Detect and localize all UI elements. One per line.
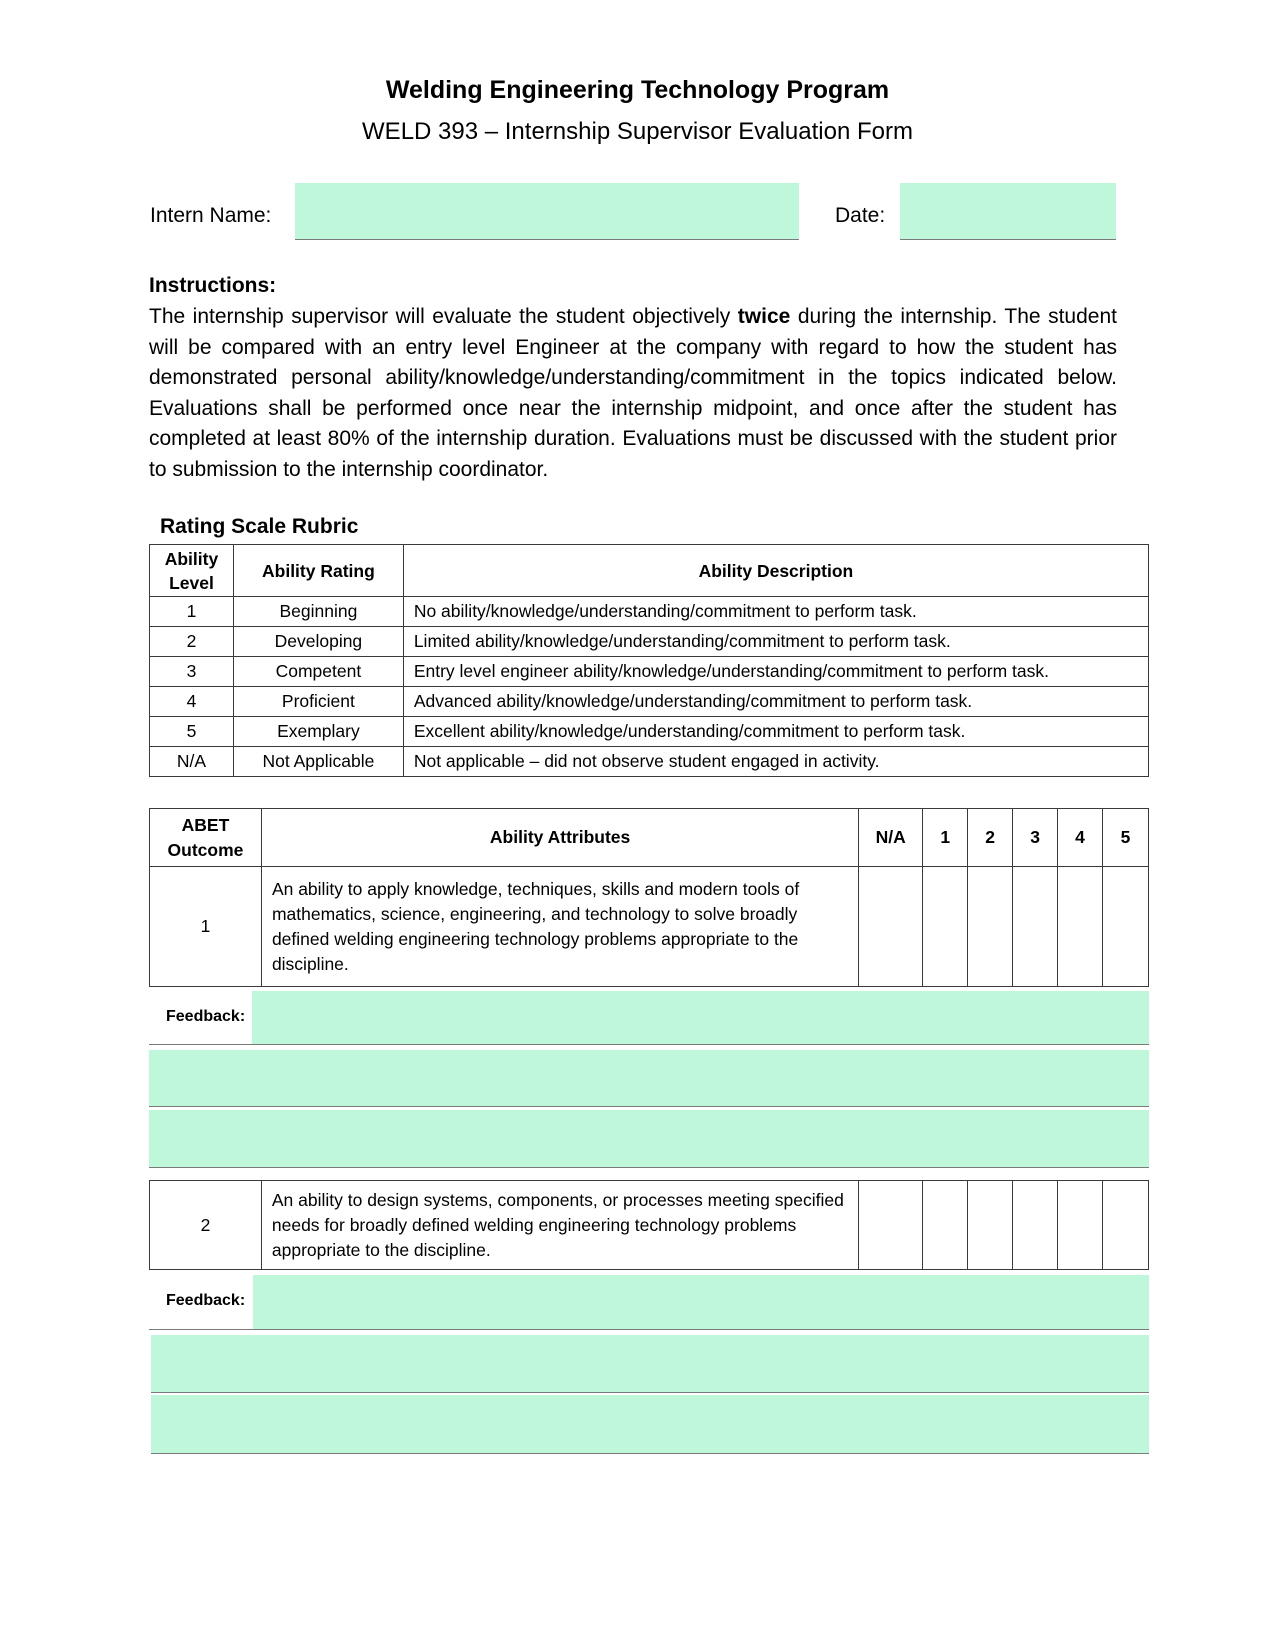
abet-outcome-number: 1 (150, 867, 262, 987)
rubric-header-level: Ability Level (150, 545, 234, 597)
instructions-text-after: during the internship. The student will be compared with an entry level Engineer at the company with regard to how the student has demonstrated personal ability/knowledge/understanding/commitment in the topics indicated below. Evaluations shall be performed once near the internship midpoint, and once after the student has completed at least 80% of the internship duration. Evaluations must be discussed with the student prior to submission to the internship coordinator. (149, 305, 1117, 481)
rubric-description: Limited ability/knowledge/understanding/commitment to perform task. (403, 627, 1148, 657)
rubric-level: 3 (150, 657, 234, 687)
abet-header-outcome: ABET Outcome (150, 809, 262, 867)
rubric-row (150, 627, 1149, 657)
page-title: Welding Engineering Technology Program (385, 76, 890, 104)
abet-header-score-4: 4 (1058, 809, 1103, 867)
feedback-2-line-2[interactable] (151, 1335, 1149, 1393)
abet-header-score-2: 2 (968, 809, 1013, 867)
rubric-description: Excellent ability/knowledge/understanding/commitment to perform task. (403, 717, 1148, 747)
rubric-row (150, 747, 1149, 777)
feedback-label-1: Feedback: (166, 1008, 246, 1025)
rubric-level: 5 (150, 717, 234, 747)
feedback-label-2: Feedback: (166, 1292, 246, 1309)
abet-header-score-5: 5 (1103, 809, 1149, 867)
abet-outcome-text: An ability to apply knowledge, techniques, skills and modern tools of mathematics, science, engineering, and technology to solve broadly defined welding engineering technology problems appropriate to the discipline. (261, 867, 858, 987)
abet-outcome-row (150, 867, 1149, 987)
rubric-rating: Proficient (233, 687, 403, 717)
feedback-1-line-2[interactable] (149, 1050, 1149, 1107)
rubric-row (150, 717, 1149, 747)
abet-header-attributes: Ability Attributes (261, 809, 858, 867)
rubric-description: Advanced ability/knowledge/understanding/commitment to perform task. (403, 687, 1148, 717)
abet-outcome-text: An ability to design systems, components, or processes meeting specified needs for broadly defined welding engineering technology problems appropriate to the discipline. (261, 1181, 858, 1270)
rubric-title: Rating Scale Rubric (160, 515, 359, 538)
rubric-header-description: Ability Description (403, 545, 1148, 597)
abet-header-score-1: 1 (923, 809, 968, 867)
rubric-description: Entry level engineer ability/knowledge/understanding/commitment to perform task. (403, 657, 1148, 687)
date-label: Date: (835, 204, 886, 227)
page-subtitle: WELD 393 – Internship Supervisor Evaluation Form (362, 118, 913, 145)
rubric-rating: Not Applicable (233, 747, 403, 777)
instructions-text (149, 302, 1117, 485)
instructions-text-bold: twice (737, 305, 791, 328)
abet-header-score-3: 3 (1013, 809, 1058, 867)
rubric-rating: Competent (233, 657, 403, 687)
rubric-description: No ability/knowledge/understanding/commitment to perform task. (403, 597, 1148, 627)
rubric-rating: Developing (233, 627, 403, 657)
feedback-2-line-3[interactable] (151, 1395, 1149, 1454)
rubric-table (149, 544, 1149, 777)
rubric-row (150, 687, 1149, 717)
rubric-level: N/A (150, 747, 234, 777)
abet-outcome-number: 2 (150, 1181, 262, 1270)
rubric-description: Not applicable – did not observe student engaged in activity. (403, 747, 1148, 777)
rubric-level: 2 (150, 627, 234, 657)
abet-table-outcome-1 (149, 808, 1149, 987)
feedback-divider (149, 1329, 1149, 1330)
abet-header-na: N/A (859, 809, 923, 867)
date-field[interactable] (900, 183, 1116, 240)
rubric-level: 4 (150, 687, 234, 717)
rubric-row (150, 597, 1149, 627)
rubric-rating: Exemplary (233, 717, 403, 747)
abet-table-outcome-2 (149, 1180, 1149, 1270)
instructions-heading: Instructions: (149, 274, 277, 297)
intern-name-label: Intern Name: (150, 204, 272, 227)
instructions-text-before: The internship supervisor will evaluate the student objectively (149, 305, 738, 328)
feedback-2-line-1[interactable] (253, 1275, 1149, 1330)
feedback-divider (149, 1044, 1149, 1045)
feedback-1-line-1[interactable] (252, 991, 1149, 1045)
abet-outcome-row (150, 1181, 1149, 1270)
rubric-header-rating: Ability Rating (233, 545, 403, 597)
feedback-1-line-3[interactable] (149, 1110, 1149, 1168)
rubric-rating: Beginning (233, 597, 403, 627)
rubric-level: 1 (150, 597, 234, 627)
rubric-row (150, 657, 1149, 687)
intern-name-field[interactable] (295, 183, 799, 240)
